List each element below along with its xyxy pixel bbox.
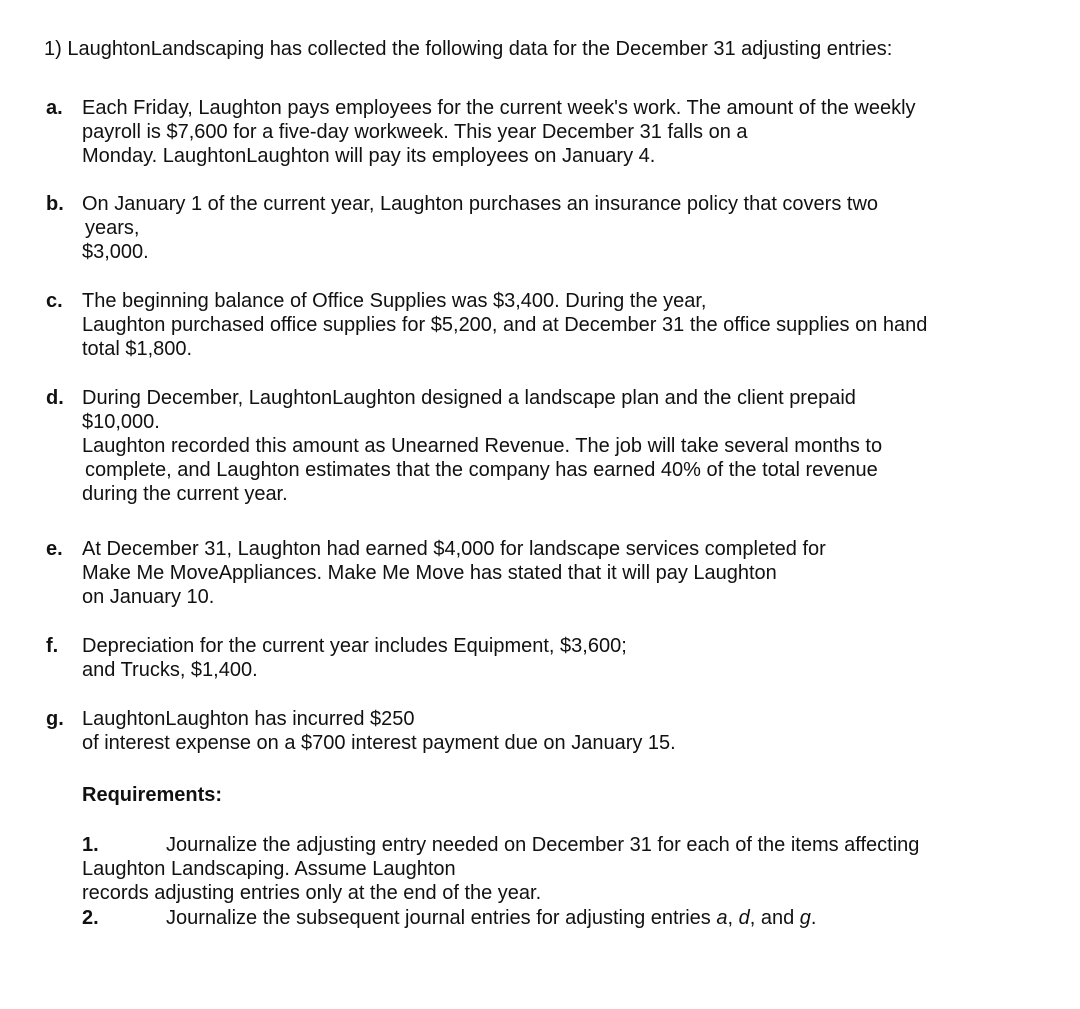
requirement-1 xyxy=(82,833,1072,905)
item-text xyxy=(82,192,1080,264)
item-letter: d. xyxy=(46,387,64,409)
item-line: On January 1 of the current year, Laughton purchases an insurance policy that covers two xyxy=(82,193,879,215)
item-line: Laughton recorded this amount as Unearned Revenue. The job will take several months to xyxy=(82,435,883,457)
item-line: Make Me MoveAppliances. Make Me Move has stated that it will pay Laughton xyxy=(82,562,777,584)
requirement-line: records adjusting entries only at the end of the year. xyxy=(82,882,542,904)
requirement-text: Journalize the adjusting entry needed on December 31 for each of the items affecting xyxy=(166,834,920,856)
item-line: on January 10. xyxy=(82,586,215,608)
entry-ref-d: d xyxy=(738,907,750,929)
item-line: Monday. LaughtonLaughton will pay its employees on January 4. xyxy=(82,145,656,167)
item-letter: e. xyxy=(46,538,63,560)
requirement-line xyxy=(82,833,1072,857)
item-text xyxy=(82,634,1080,682)
item-line: of interest expense on a $700 interest payment due on January 15. xyxy=(82,732,676,754)
item-line: At December 31, Laughton had earned $4,000 for landscape services completed for xyxy=(82,538,826,560)
item-letter: c. xyxy=(46,290,63,312)
item-line: LaughtonLaughton has incurred $250 xyxy=(82,708,415,730)
separator: , and xyxy=(749,907,800,929)
item-letter: g. xyxy=(46,708,64,730)
requirement-line xyxy=(82,906,1072,930)
requirement-text: Journalize the subsequent journal entries for adjusting entries xyxy=(166,907,717,929)
requirement-number: 1. xyxy=(82,834,99,856)
item-text xyxy=(82,96,1080,168)
item-line: years, xyxy=(85,217,140,239)
item-line: $3,000. xyxy=(82,241,149,263)
problem-heading: 1) LaughtonLandscaping has collected the following data for the December 31 adjusting entries: xyxy=(44,38,893,60)
item-line: During December, LaughtonLaughton designed a landscape plan and the client prepaid xyxy=(82,387,856,409)
item-line: payroll is $7,600 for a five-day workweek. This year December 31 falls on a xyxy=(82,121,748,143)
item-text xyxy=(82,386,1080,506)
requirement-line: Laughton Landscaping. Assume Laughton xyxy=(82,858,456,880)
item-letter: a. xyxy=(46,97,63,119)
requirement-2 xyxy=(82,906,1072,930)
item-letter: f. xyxy=(46,635,59,657)
entry-ref-a: a xyxy=(716,907,728,929)
item-letter: b. xyxy=(46,193,64,215)
item-line: $10,000. xyxy=(82,411,160,433)
item-line: Depreciation for the current year includes Equipment, $3,600; xyxy=(82,635,627,657)
separator: , xyxy=(727,907,739,929)
requirements-title: Requirements: xyxy=(82,784,223,806)
item-line: complete, and Laughton estimates that the company has earned 40% of the total revenue xyxy=(85,459,878,481)
period: . xyxy=(810,907,817,929)
item-line: Laughton purchased office supplies for $5,200, and at December 31 the office supplies on hand xyxy=(82,314,928,336)
requirement-number: 2. xyxy=(82,907,99,929)
item-line: during the current year. xyxy=(82,483,288,505)
item-text xyxy=(82,537,1080,609)
item-text xyxy=(82,707,1080,755)
item-line: total $1,800. xyxy=(82,338,193,360)
item-line: The beginning balance of Office Supplies was $3,400. During the year, xyxy=(82,290,707,312)
item-line: and Trucks, $1,400. xyxy=(82,659,258,681)
entry-ref-g: g xyxy=(799,907,811,929)
item-text xyxy=(82,289,1080,361)
item-line: Each Friday, Laughton pays employees for the current week's work. The amount of the weekly xyxy=(82,97,916,119)
